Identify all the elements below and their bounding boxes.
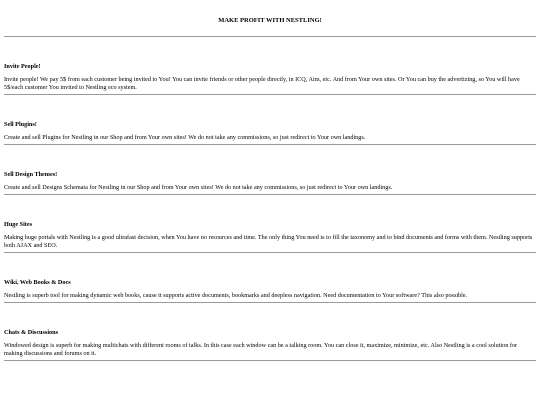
section-text: Nestling is superb tool for making dynamic web books, cause it supports active documents, bookmarks and deepless navigation. Need documentation to Your software? This also possible. [4, 292, 468, 299]
section-sell-design-themes [4, 145, 536, 195]
section-title: Sell Plugins! [4, 121, 37, 128]
section-title: Invite People! [4, 63, 41, 70]
section-title: Sell Design Themes! [4, 171, 58, 178]
section-title: Chats & Discussions [4, 329, 58, 336]
section-invite-people [4, 37, 536, 95]
section-text: Windowed design is superb for making multichats with different rooms of talks. In this case each window can be a talking room. You can close it, maximize, minimize, etc. Also Nestling is a cool solution for making discussions and forums on it. [4, 342, 518, 357]
section-divider [4, 360, 536, 361]
page-title: MAKE PROFIT WITH NESTLING! [218, 17, 322, 24]
section-text: Create and sell Plugins for Nestling in our Shop and from Your own sites! We do not take any commissions, so just redirect to Your own landings. [4, 134, 366, 141]
section-text: Create and sell Designs Schemata for Nestling in our Shop and from Your own sites! We do not take any commissions, so just redirect to Your own landings. [4, 184, 393, 191]
section-text: Making huge portals with Nestling is a good ultrafast decision, when You have no resources and time. The only thing You need is to fill the taxonomy and to bind documents and forms with them. Nestling supports both AJAX and SEO. [4, 234, 533, 249]
section-wiki-web-books-docs [4, 253, 536, 303]
section-sell-plugins [4, 95, 536, 145]
section-text: Invite people! We pay 5$ from each customer being invited to You! You can invite friends or other people directly, in ICQ, Aim, etc. And from Your own sites. Or You can buy the advertizing, so You will have 5$/each customer You invited to Nestling eco system. [4, 76, 520, 91]
section-title: Wiki, Web Books & Docs [4, 279, 71, 286]
section-title: Huge Sites [4, 221, 33, 228]
section-huge-sites [4, 195, 536, 253]
section-chats-discussions [4, 303, 536, 361]
